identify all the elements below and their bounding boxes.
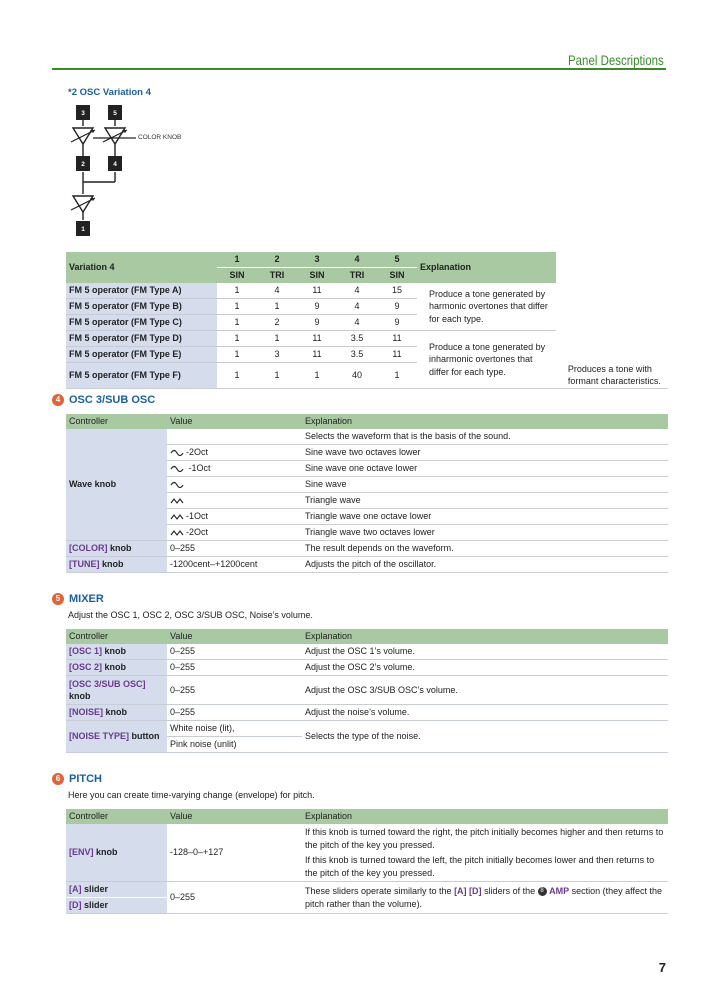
a-slider-keyword: [A] — [69, 884, 82, 894]
col-header: Explanation — [302, 629, 668, 644]
mixer-row — [66, 660, 668, 676]
variation-value: 11 — [297, 347, 337, 363]
col-wave: SIN — [217, 268, 257, 284]
col-header: Value — [167, 414, 302, 429]
mixer-row — [66, 644, 668, 660]
variation-value: 4 — [337, 299, 377, 315]
d-slider-keyword: [D] — [69, 900, 82, 910]
mixer-value: 0–255 — [167, 644, 302, 660]
node-label: 1 — [81, 226, 85, 233]
osc3-table — [66, 414, 668, 573]
pitch-intro: Here you can create time-varying change (envelope) for pitch. — [68, 790, 315, 800]
noise-type-explanation: Selects the type of the noise. — [302, 721, 668, 753]
mixer-controller — [66, 660, 167, 676]
variation-value: 9 — [377, 299, 417, 315]
controller-suffix: knob — [99, 559, 124, 569]
section-osc3-heading — [52, 394, 155, 406]
variation-value: 9 — [377, 315, 417, 331]
col-wave: TRI — [337, 268, 377, 284]
variation-row — [66, 315, 668, 331]
section-pitch-heading — [52, 773, 102, 785]
section-number-badge: 5 — [52, 593, 64, 605]
tune-knob-cell — [66, 557, 167, 573]
mixer-value: 0–255 — [167, 660, 302, 676]
wave-octave: -1Oct — [186, 463, 211, 473]
amp-keyword: AMP — [549, 886, 570, 896]
ad-keyword: [A] [D] — [454, 886, 482, 896]
col-number: 4 — [337, 252, 377, 268]
mixer-controller — [66, 644, 167, 660]
mixer-keyword: [NOISE] — [69, 707, 104, 717]
wave-octave: -2Oct — [186, 447, 209, 457]
operator-diagram — [60, 100, 140, 240]
variation-value: 9 — [297, 299, 337, 315]
color-value: 0–255 — [167, 541, 302, 557]
wave-octave: -2Oct — [186, 527, 209, 537]
wave-value — [167, 525, 302, 541]
ad-explanation — [302, 882, 668, 914]
wave-explanation: Sine wave — [302, 477, 668, 493]
variation-explanation: Produce a tone generated by inharmonic overtones that differ for each type. — [417, 331, 556, 389]
wave-explanation: Triangle wave — [302, 493, 668, 509]
env-explanation-right: If this knob is turned toward the right, the pitch initially becomes higher and then returns to the pitch of the key you pressed. — [305, 827, 664, 850]
wave-explanation: Selects the waveform that is the basis of the sound. — [302, 429, 668, 445]
wave-value — [167, 509, 302, 525]
pitch-table — [66, 809, 668, 914]
mixer-controller — [66, 705, 167, 721]
d-slider-cell — [66, 898, 167, 914]
color-knob-cell — [66, 541, 167, 557]
tune-knob-keyword: [TUNE] — [69, 559, 100, 569]
variation-value: 11 — [297, 331, 337, 347]
variation-header: Variation 4 — [66, 252, 217, 283]
variation-table — [66, 252, 668, 389]
variation-row — [66, 283, 668, 299]
variation-explanation: Produce a tone generated by harmonic overtones that differ for each type. — [417, 283, 556, 331]
wave-explanation: Triangle wave two octaves lower — [302, 525, 668, 541]
page-header-title: Panel Descriptions — [568, 52, 664, 68]
wave-explanation: Sine wave one octave lower — [302, 461, 668, 477]
controller-suffix: slider — [81, 884, 109, 894]
color-knob-label: COLOR KNOB — [138, 134, 182, 141]
triangle-wave-icon — [170, 513, 184, 521]
col-header: Value — [167, 629, 302, 644]
variation-value: 1 — [217, 315, 257, 331]
variation-explanation: Produces a tone with formant characteristics. — [556, 363, 668, 389]
wave-value — [167, 445, 302, 461]
wave-explanation: Triangle wave one octave lower — [302, 509, 668, 525]
wave-explanation: Sine wave two octaves lower — [302, 445, 668, 461]
variation-value: 3 — [257, 347, 297, 363]
node-label: 3 — [81, 110, 85, 117]
header-rule — [52, 68, 666, 70]
col-header: Controller — [66, 629, 167, 644]
node-label: 5 — [113, 110, 117, 117]
mixer-row — [66, 676, 668, 705]
variation-value: 4 — [337, 283, 377, 299]
mixer-controller — [66, 676, 167, 705]
color-knob-keyword: [COLOR] — [69, 543, 108, 553]
wave-value — [167, 461, 302, 477]
variation-value: 9 — [297, 315, 337, 331]
color-explanation: The result depends on the waveform. — [302, 541, 668, 557]
variation-name: FM 5 operator (FM Type F) — [66, 363, 217, 389]
ad-explanation-text: sliders of the — [481, 886, 538, 896]
variation-value: 1 — [217, 299, 257, 315]
variation-value: 3.5 — [337, 347, 377, 363]
ad-value: 0–255 — [167, 882, 302, 914]
ad-explanation-text: section (they affect the pitch rather than the volume). — [305, 886, 662, 909]
env-value: -128–0–+127 — [167, 824, 302, 882]
col-number: 1 — [217, 252, 257, 268]
section-mixer-heading — [52, 593, 104, 605]
mixer-keyword: [OSC 2] — [69, 662, 103, 672]
variation-value: 11 — [297, 283, 337, 299]
variation-value: 1 — [377, 363, 417, 389]
mixer-table — [66, 629, 668, 753]
mixer-value: 0–255 — [167, 676, 302, 705]
noise-type-value: White noise (lit), — [167, 721, 302, 737]
variation-row — [66, 347, 668, 363]
mixer-explanation: Adjust the OSC 3/SUB OSC’s volume. — [302, 676, 668, 705]
col-header: Controller — [66, 809, 167, 824]
variation-value: 15 — [377, 283, 417, 299]
tune-value: -1200cent–+1200cent — [167, 557, 302, 573]
variation-value: 2 — [257, 315, 297, 331]
controller-suffix: knob — [107, 543, 132, 553]
section-number-badge: 6 — [52, 773, 64, 785]
variation-value: 4 — [337, 315, 377, 331]
section-title: OSC 3/SUB OSC — [69, 394, 156, 406]
col-number: 5 — [377, 252, 417, 268]
variation-value: 1 — [257, 363, 297, 389]
wave-value — [167, 477, 302, 493]
variation-row — [66, 363, 668, 389]
col-wave: SIN — [377, 268, 417, 284]
explanation-header: Explanation — [417, 252, 556, 283]
amp-section-badge: 8 — [538, 887, 547, 896]
env-explanation-left: If this knob is turned toward the left, the pitch initially becomes lower and then returns to the pitch of the key you pressed. — [305, 855, 655, 878]
controller-suffix: knob — [103, 707, 128, 717]
variation-name: FM 5 operator (FM Type A) — [66, 283, 217, 299]
variation-name: FM 5 operator (FM Type E) — [66, 347, 217, 363]
env-knob-cell — [66, 824, 167, 882]
col-wave: TRI — [257, 268, 297, 284]
mixer-explanation: Adjust the OSC 1’s volume. — [302, 644, 668, 660]
sine-wave-icon — [170, 465, 184, 473]
col-header: Explanation — [302, 414, 668, 429]
col-header: Explanation — [302, 809, 668, 824]
tune-explanation: Adjusts the pitch of the oscillator. — [302, 557, 668, 573]
controller-suffix: knob — [69, 691, 91, 701]
col-header: Value — [167, 809, 302, 824]
wave-value — [167, 493, 302, 509]
noise-type-keyword: [NOISE TYPE] — [69, 731, 130, 741]
variation-value: 11 — [377, 331, 417, 347]
mixer-value: 0–255 — [167, 705, 302, 721]
mixer-row — [66, 705, 668, 721]
section-number-badge: 4 — [52, 394, 64, 406]
env-explanation — [302, 824, 668, 882]
variation-row — [66, 299, 668, 315]
col-number: 3 — [297, 252, 337, 268]
node-label: 2 — [81, 161, 85, 168]
mixer-keyword: [OSC 1] — [69, 646, 103, 656]
wave-octave: -1Oct — [186, 511, 209, 521]
section-title: PITCH — [69, 773, 102, 785]
section-title: MIXER — [69, 593, 104, 605]
variation-value: 1 — [257, 299, 297, 315]
sine-wave-icon — [170, 449, 184, 457]
variation-value: 4 — [257, 283, 297, 299]
osc-variation-title: *2 OSC Variation 4 — [68, 87, 151, 98]
page-number: 7 — [658, 960, 666, 975]
mixer-keyword: [OSC 3/SUB OSC] — [69, 679, 146, 689]
variation-value: 1 — [257, 331, 297, 347]
noise-type-cell — [66, 721, 167, 753]
triangle-wave-icon — [170, 497, 184, 505]
sine-wave-icon — [170, 481, 184, 489]
variation-value: 11 — [377, 347, 417, 363]
a-slider-cell — [66, 882, 167, 898]
variation-name: FM 5 operator (FM Type C) — [66, 315, 217, 331]
env-knob-keyword: [ENV] — [69, 847, 94, 857]
ad-explanation-text: These sliders operate similarly to the — [305, 886, 455, 896]
variation-value: 1 — [217, 331, 257, 347]
controller-suffix: knob — [102, 662, 127, 672]
controller-suffix: knob — [93, 847, 118, 857]
variation-row — [66, 331, 668, 347]
variation-value: 3.5 — [337, 331, 377, 347]
variation-value: 1 — [217, 283, 257, 299]
variation-value: 1 — [297, 363, 337, 389]
variation-value: 1 — [217, 347, 257, 363]
col-wave: SIN — [297, 268, 337, 284]
mixer-intro: Adjust the OSC 1, OSC 2, OSC 3/SUB OSC, Noise’s volume. — [68, 610, 313, 620]
col-number: 2 — [257, 252, 297, 268]
controller-suffix: slider — [81, 900, 109, 910]
mixer-explanation: Adjust the OSC 2’s volume. — [302, 660, 668, 676]
variation-value: 1 — [217, 363, 257, 389]
wave-knob-label: Wave knob — [66, 429, 167, 541]
noise-type-value: Pink noise (unlit) — [167, 737, 302, 753]
node-label: 4 — [113, 161, 117, 168]
variation-value: 40 — [337, 363, 377, 389]
variation-name: FM 5 operator (FM Type B) — [66, 299, 217, 315]
triangle-wave-icon — [170, 529, 184, 537]
wave-value — [167, 429, 302, 445]
controller-suffix: button — [129, 731, 160, 741]
controller-suffix: knob — [102, 646, 127, 656]
col-header: Controller — [66, 414, 167, 429]
mixer-explanation: Adjust the noise’s volume. — [302, 705, 668, 721]
variation-name: FM 5 operator (FM Type D) — [66, 331, 217, 347]
